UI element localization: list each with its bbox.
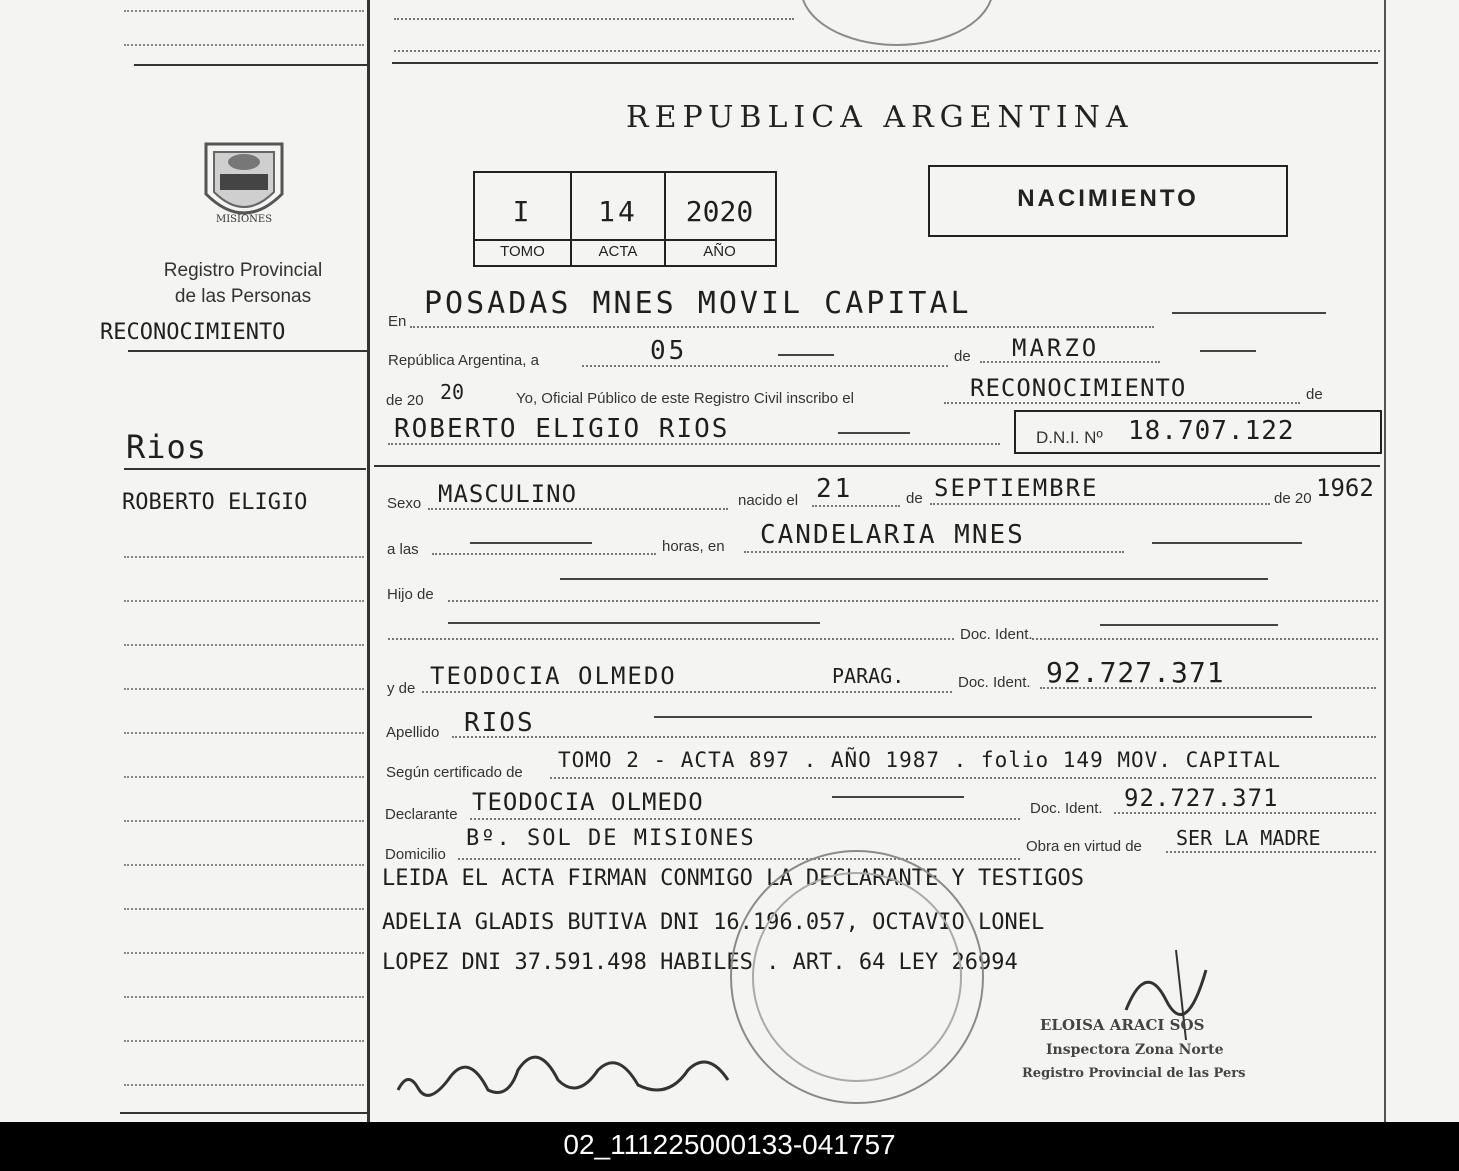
father-doc-line bbox=[1032, 638, 1378, 640]
fill-dash bbox=[778, 354, 834, 356]
year-prefix-label: de 20 bbox=[386, 392, 424, 409]
apellido-value: RIOS bbox=[464, 708, 535, 738]
section-separator bbox=[374, 465, 1380, 467]
birth-year-label: de 20 bbox=[1274, 490, 1312, 507]
declarante-line bbox=[470, 818, 1020, 820]
left-dotted-line bbox=[124, 864, 364, 866]
doc-ident-label: Doc. Ident. bbox=[960, 626, 1033, 643]
notes-line-3: LOPEZ DNI 37.591.498 HABILES . ART. 64 LEY 26994 bbox=[382, 950, 1018, 975]
left-separator bbox=[124, 468, 366, 470]
fill-dash bbox=[838, 432, 910, 434]
a-las-label: a las bbox=[387, 541, 419, 558]
en-label: En bbox=[388, 313, 407, 330]
fill-dash bbox=[1100, 624, 1278, 626]
de-label: de bbox=[954, 348, 971, 365]
acta-value: 14 bbox=[598, 195, 638, 228]
record-type-label: NACIMIENTO bbox=[1017, 185, 1199, 212]
sidebar-given-names: ROBERTO ELIGIO bbox=[122, 490, 308, 515]
year-suffix-value: 20 bbox=[440, 380, 465, 404]
image-id-footer: 02_111225000133-041757 bbox=[0, 1122, 1459, 1171]
dni-box bbox=[1014, 410, 1382, 454]
fill-dash bbox=[560, 578, 1268, 580]
apellido-line bbox=[452, 736, 1376, 738]
place-line bbox=[410, 326, 1154, 328]
country-title: REPUBLICA ARGENTINA bbox=[626, 100, 1134, 135]
anio-label: AÑO bbox=[703, 243, 736, 260]
notes-line-1: LEIDA EL ACTA FIRMAN CONMIGO LA DECLARANTE Y TESTIGOS bbox=[382, 866, 1084, 891]
left-dotted-line bbox=[124, 908, 364, 910]
left-column bbox=[0, 0, 378, 1122]
doc-ident-label-2: Doc. Ident. bbox=[958, 674, 1031, 691]
inscribo-label: Yo, Oficial Público de este Registro Civil inscribo el bbox=[516, 390, 854, 407]
left-dotted-line bbox=[124, 952, 364, 954]
horas-label: horas, en bbox=[662, 538, 725, 555]
fill-dash bbox=[470, 542, 592, 544]
dni-value: 18.707.122 bbox=[1128, 416, 1295, 446]
hour-line bbox=[432, 553, 656, 555]
left-dotted-line bbox=[124, 600, 364, 602]
table-divider bbox=[475, 239, 775, 241]
y-de-label: y de bbox=[387, 680, 416, 697]
fill-dash bbox=[832, 796, 964, 798]
birth-place-value: CANDELARIA MNES bbox=[760, 520, 1025, 550]
inscription-type-value: RECONOCIMIENTO bbox=[970, 374, 1187, 402]
fill-dash bbox=[1152, 542, 1302, 544]
top-separator bbox=[392, 62, 1378, 64]
registry-name-line1: Registro Provincial bbox=[163, 260, 323, 281]
anio-value: 2020 bbox=[685, 195, 754, 228]
province-seal-icon bbox=[196, 134, 292, 234]
declarante-label: Declarante bbox=[385, 806, 458, 823]
domicilio-line bbox=[458, 858, 1020, 860]
left-dotted-line bbox=[124, 776, 364, 778]
left-dotted-line bbox=[124, 1084, 364, 1086]
witness-signature-icon bbox=[388, 1030, 748, 1110]
birth-month-value: SEPTIEMBRE bbox=[934, 474, 1099, 502]
day-line bbox=[582, 365, 948, 367]
seal-text: MISIONES bbox=[215, 214, 273, 225]
de-label-3: de bbox=[906, 490, 923, 507]
left-dotted-line bbox=[124, 556, 364, 558]
left-dotted-line bbox=[124, 732, 364, 734]
top-dotted-line bbox=[394, 50, 1380, 52]
tomo-label: TOMO bbox=[500, 243, 545, 260]
left-dotted-line bbox=[124, 1040, 364, 1042]
official-office: Registro Provincial de las Pers bbox=[1022, 1066, 1246, 1081]
father-line-2 bbox=[388, 638, 954, 640]
domicilio-value: Bº. SOL DE MISIONES bbox=[466, 826, 756, 851]
dni-label: D.N.I. Nº bbox=[1036, 428, 1103, 447]
left-separator bbox=[120, 1112, 368, 1114]
official-title: Inspectora Zona Norte bbox=[1046, 1042, 1224, 1058]
fill-dash bbox=[1172, 312, 1326, 314]
left-separator bbox=[134, 64, 368, 66]
birth-day-line bbox=[812, 505, 900, 507]
hijo-label: Hijo de bbox=[387, 586, 434, 603]
top-dotted-line bbox=[394, 18, 794, 20]
mother-line bbox=[422, 691, 952, 693]
certificado-line bbox=[550, 777, 1376, 779]
nacido-label: nacido el bbox=[738, 492, 799, 509]
fill-dash bbox=[654, 716, 1312, 718]
sexo-label: Sexo bbox=[387, 495, 422, 512]
birth-day-value: 21 bbox=[816, 474, 854, 504]
mother-doc-value: 92.727.371 bbox=[1046, 656, 1225, 689]
apellido-label: Apellido bbox=[386, 724, 440, 741]
month-value: MARZO bbox=[1012, 334, 1100, 362]
acta-label: ACTA bbox=[598, 243, 638, 260]
left-dotted-line bbox=[124, 644, 364, 646]
place-value: POSADAS MNES MOVIL CAPITAL bbox=[424, 286, 972, 321]
certificado-label: Según certificado de bbox=[386, 764, 523, 781]
declarante-value: TEODOCIA OLMEDO bbox=[472, 788, 704, 816]
mother-nationality-value: PARAG. bbox=[832, 664, 905, 688]
doc-ident-label-3: Doc. Ident. bbox=[1030, 800, 1103, 817]
birth-month-line bbox=[930, 503, 1270, 505]
fill-dash bbox=[1200, 350, 1256, 352]
birth-year-value: 1962 bbox=[1316, 474, 1374, 502]
obra-line bbox=[1166, 851, 1376, 853]
left-dotted-line bbox=[124, 44, 364, 46]
left-dotted-line bbox=[124, 996, 364, 998]
certificado-value: TOMO 2 - ACTA 897 . AÑO 1987 . folio 149 MOV. CAPITAL bbox=[558, 748, 1282, 772]
declarante-doc-line bbox=[1114, 812, 1376, 814]
day-value: 05 bbox=[650, 336, 688, 366]
official-name: ELOISA ARACI SOS bbox=[1040, 1016, 1205, 1034]
sexo-line bbox=[428, 508, 728, 510]
obra-label: Obra en virtud de bbox=[1026, 838, 1142, 855]
registry-name-line2: de las Personas bbox=[174, 286, 312, 307]
inscription-line bbox=[944, 402, 1300, 404]
de-label-2: de bbox=[1306, 386, 1323, 403]
sidebar-surname: Rios bbox=[126, 428, 208, 466]
father-line bbox=[448, 600, 1378, 602]
left-dotted-line bbox=[124, 820, 364, 822]
sexo-value: MASCULINO bbox=[438, 480, 578, 508]
republica-label: República Argentina, a bbox=[388, 352, 539, 369]
left-dotted-line bbox=[124, 10, 364, 12]
official-stamp-inner-icon bbox=[752, 872, 962, 1082]
notes-line-2: ADELIA GLADIS BUTIVA DNI 16.196.057, OCTAVIO LONEL bbox=[382, 910, 1045, 935]
record-type-box bbox=[928, 165, 1288, 237]
sidebar-note: RECONOCIMIENTO bbox=[100, 320, 286, 345]
declarante-doc-value: 92.727.371 bbox=[1124, 784, 1279, 812]
birth-place-line bbox=[744, 551, 1124, 553]
registry-table bbox=[473, 171, 777, 267]
mother-name-value: TEODOCIA OLMEDO bbox=[430, 662, 677, 690]
domicilio-label: Domicilio bbox=[385, 846, 446, 863]
left-dotted-line bbox=[124, 688, 364, 690]
left-separator bbox=[128, 350, 368, 352]
tomo-value: I bbox=[512, 195, 533, 228]
fill-dash bbox=[448, 622, 820, 624]
person-name-value: ROBERTO ELIGIO RIOS bbox=[394, 414, 730, 444]
obra-value: SER LA MADRE bbox=[1176, 826, 1321, 850]
